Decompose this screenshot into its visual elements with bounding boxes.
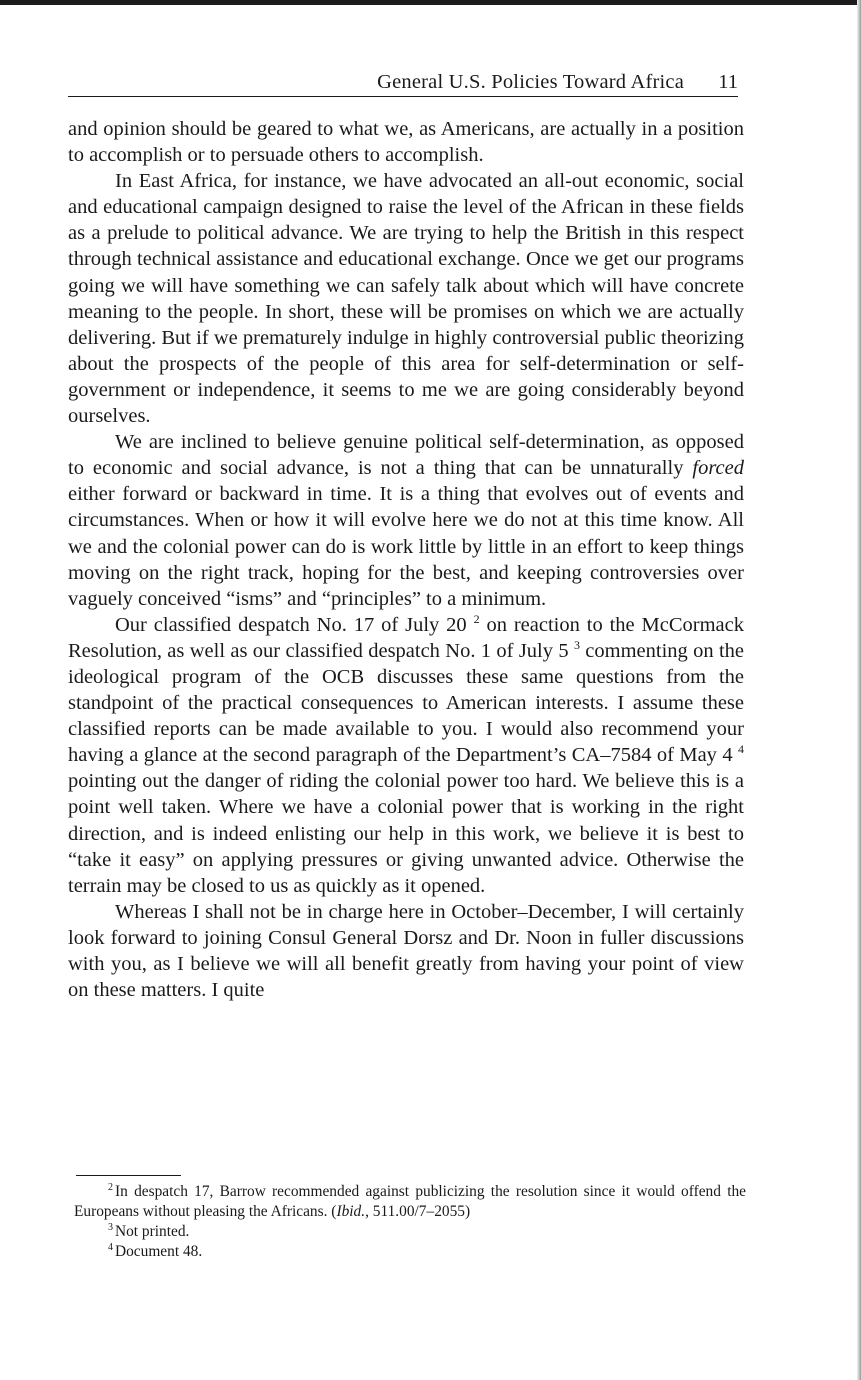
paragraph-3-part-b: either forward or backward in time. It is a thing that evolves out of events and circumstances. When or how it will evolve here we do not at this time know. All we and the colonial power can do is work little by little in an effort to keep things moving on the right track, hoping for the best, and keeping controversies over vaguely conceived “isms” and “principles” to a minimum. xyxy=(68,483,744,610)
footnote-marker-3: 3 xyxy=(108,1221,113,1233)
footnote-2-text-a: In despatch 17, Barrow recommended against publicizing the resolution since it would offend the Europeans without pleasing the Africans. ( xyxy=(74,1183,746,1220)
page-number: 11 xyxy=(718,71,738,93)
paragraph-3 xyxy=(68,429,744,612)
footnote-ref-3: 3 xyxy=(573,638,580,653)
paragraph-1: and opinion should be geared to what we, as Americans, are actually in a position to accomplish or to persuade others to accomplish. xyxy=(68,118,744,167)
running-header-title: General U.S. Policies Toward Africa xyxy=(377,71,684,93)
paragraph-4-part-c: commenting on the ideological program of the OCB discusses these same questions from the standpoint of the practical consequences to American interests. I assume these classified reports can be made available to you. I would also recommend your having a glance at the second paragraph of the Department’s CA–7584 of May 4 xyxy=(68,639,744,767)
footnote-2-text-b: , 511.00/7–2055) xyxy=(365,1203,471,1220)
footnote-ref-2: 2 xyxy=(473,611,480,626)
page-top-edge xyxy=(0,0,861,5)
footnote-ref-4: 4 xyxy=(738,742,745,757)
running-header xyxy=(68,70,738,97)
footnote-marker-2: 2 xyxy=(108,1181,113,1193)
paragraph-5: Whereas I shall not be in charge here in October–December, I will certainly look forward to joining Consul General Dorsz and Dr. Noon in fuller discussions with you, as I believe we will all benefit greatly from having your point of view on these matters. I quite xyxy=(68,900,744,1002)
paragraph-3-italic: forced xyxy=(692,457,745,480)
paragraph-4 xyxy=(68,612,744,899)
paragraph-4-part-b: on reaction to the McCormack Resolution, as well as our classified despatch No. 1 of July 5 xyxy=(68,613,745,662)
footnote-2 xyxy=(74,1182,746,1222)
paragraph-4-part-d: pointing out the danger of riding the colonial power too hard. We believe this is a point well taken. Where we have a colonial power that is working in the right direction, and is indeed enlisting our help in this work, we believe it is best to “take it easy” on applying pressures or giving unwanted advice. Otherwise the terrain may be closed to us as quickly as it opened. xyxy=(68,770,744,897)
footnote-4-text: Document 48. xyxy=(115,1243,203,1260)
footnote-2-italic: Ibid. xyxy=(336,1203,366,1220)
paragraph-3-part-a: We are inclined to believe genuine political self-determination, as opposed to economic and social advance, is not a thing that can be unnaturally xyxy=(68,431,744,480)
paragraph-4-part-a: Our classified despatch No. 17 of July 20 xyxy=(115,613,467,636)
body-text xyxy=(68,116,744,1003)
footnote-rule xyxy=(76,1175,181,1176)
page-binding-edge xyxy=(857,0,861,1380)
footnote-marker-4: 4 xyxy=(108,1241,113,1253)
footnote-4 xyxy=(74,1242,746,1262)
footnote-3 xyxy=(74,1222,746,1242)
footnote-3-text: Not printed. xyxy=(115,1223,190,1240)
footnotes xyxy=(74,1182,746,1262)
paragraph-2: In East Africa, for instance, we have advocated an all-out economic, social and educational campaign designed to raise the level of the African in these fields as a prelude to political advance. We are trying to help the British in this respect through technical assistance and educational exchange. Once we get our programs going we will have something we can safely talk about which will have concrete meaning to the people. In short, these will be promises on which we are actually delivering. But if we prematurely indulge in highly controversial public theorizing about the prospects of the people of this area for self-determination or self-government or independence, it seems to me we are going considerably beyond ourselves. xyxy=(68,170,744,428)
